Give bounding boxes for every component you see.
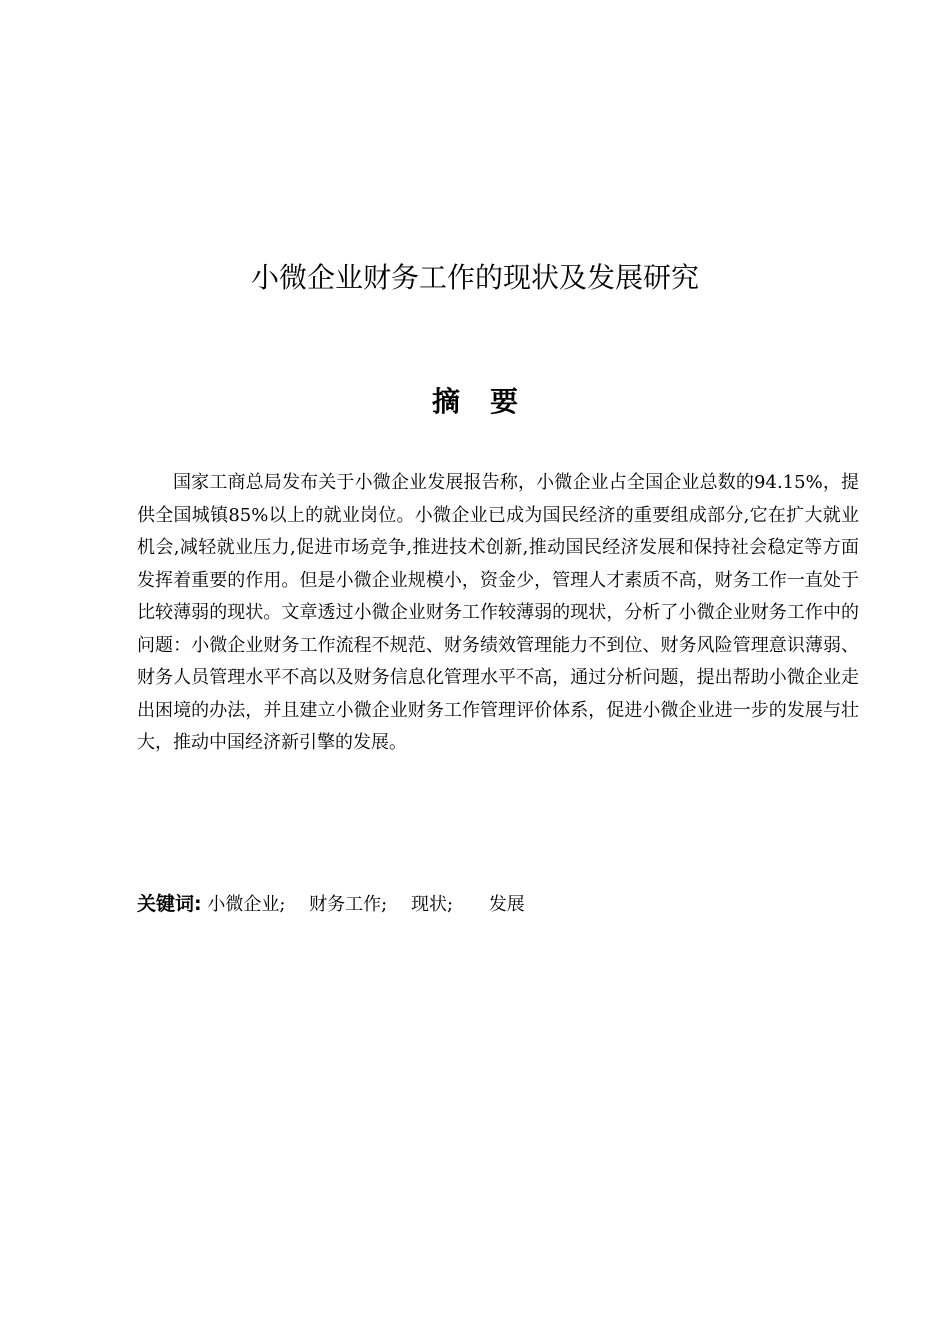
- keywords-label: 关键词:: [137, 893, 202, 915]
- keyword-item: 小微企业;: [207, 894, 286, 915]
- abstract-heading: [0, 382, 950, 422]
- keywords-line: [137, 888, 859, 921]
- keyword-item: 现状;: [410, 894, 454, 915]
- abstract-heading-char-1: 摘: [431, 385, 460, 418]
- abstract-heading-char-2: 要: [490, 385, 519, 418]
- document-title: 小微企业财务工作的现状及发展研究: [250, 261, 699, 294]
- keyword-item: 发展: [488, 894, 525, 915]
- keyword-item: 财务工作;: [309, 894, 388, 915]
- abstract-body: 国家工商总局发布关于小微企业发展报告称，小微企业占全国企业总数的94.15%，提供全国城镇85%以上的就业岗位。小微企业已成为国民经济的重要组成部分,它在扩大就业机会,减轻就业压力,促进市场竞争,推进技术创新,推动国民经济发展和保持社会稳定等方面发挥着重要的作用。但是小微企业规模小，资金少，管理人才素质不高，财务工作一直处于比较薄弱的现状。文章透过小微企业财务工作较薄弱的现状，分析了小微企业财务工作中的问题：小微企业财务工作流程不规范、财务绩效管理能力不到位、财务风险管理意识薄弱、财务人员管理水平不高以及财务信息化管理水平不高，通过分析问题，提出帮助小微企业走出困境的办法，并且建立小微企业财务工作管理评价体系，促进小微企业进一步的发展与壮大，推动中国经济新引擎的发展。: [137, 472, 859, 753]
